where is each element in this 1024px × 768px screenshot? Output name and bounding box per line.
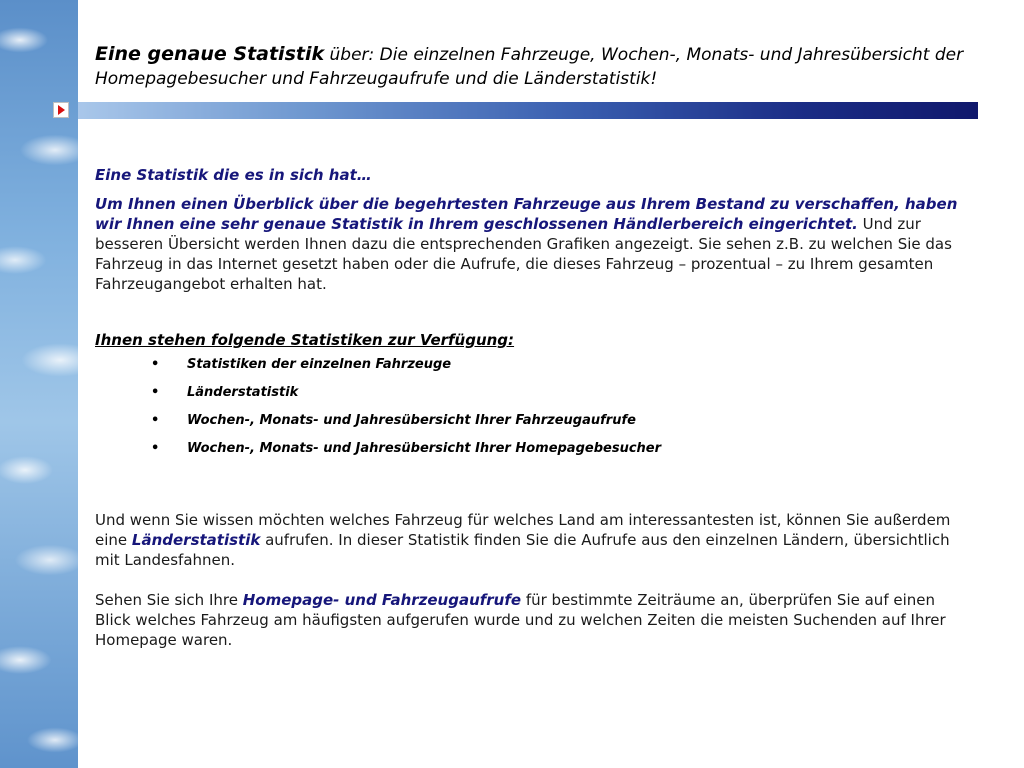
intro-body: Und zur besseren Übersicht werden Ihnen dazu die entsprechenden Grafiken angezeigt. Sie sehen z.B. zu welchen Sie das Fahrzeug in das Internet gesetzt haben oder die Aufrufe, die dieses Fahrzeug – prozentual – zu Ihrem gesamten Fahrzeugangebot erhalten hat. bbox=[95, 215, 952, 293]
homepage-text-after: für bestimmte Zeiträume an, überprüfen Sie auf einen Blick welches Fahrzeug am häufigsten aufgerufen wurde und zu welchen Zeiten die meisten Suchenden auf Ihrer Homepage waren. bbox=[95, 591, 946, 649]
intro-emphasis: Um Ihnen einen Überblick über die begehrtesten Fahrzeuge aus Ihrem Bestand zu verschaffen, haben wir Ihnen eine sehr genaue Statistik in Ihrem geschlossenen Händlerbereich eingerichtet. bbox=[95, 195, 958, 233]
title-divider-bar bbox=[78, 102, 978, 119]
list-item bbox=[95, 412, 965, 430]
list-item-label: Länderstatistik bbox=[187, 385, 299, 400]
list-item bbox=[95, 440, 965, 458]
list-heading: Ihnen stehen folgende Statistiken zur Verfügung: bbox=[95, 331, 515, 349]
statistics-list bbox=[95, 356, 965, 458]
bullet-icon: • bbox=[151, 385, 160, 400]
intro-paragraph bbox=[95, 194, 965, 294]
countries-text-before: Und wenn Sie wissen möchten welches Fahrzeug für welches Land am interessantesten ist, können Sie außerdem eine bbox=[95, 511, 951, 549]
list-item-label: Wochen-, Monats- und Jahresübersicht Ihrer Fahrzeugaufrufe bbox=[187, 413, 636, 428]
homepage-highlight: Homepage- und Fahrzeugaufrufe bbox=[242, 591, 522, 609]
countries-paragraph bbox=[95, 510, 965, 570]
bullet-icon: • bbox=[151, 413, 160, 428]
list-item bbox=[95, 356, 965, 374]
slide-title bbox=[95, 42, 995, 91]
list-item bbox=[95, 384, 965, 402]
red-arrow-icon bbox=[53, 102, 69, 118]
list-item-label: Statistiken der einzelnen Fahrzeuge bbox=[187, 357, 452, 372]
intro-subheading: Eine Statistik die es in sich hat… bbox=[95, 166, 372, 184]
slide-title-strong: Eine genaue Statistik bbox=[95, 43, 325, 65]
list-item-label: Wochen-, Monats- und Jahresübersicht Ihrer Homepagebesucher bbox=[187, 441, 662, 456]
content-area bbox=[95, 165, 965, 670]
homepage-paragraph bbox=[95, 590, 965, 650]
homepage-text-before: Sehen Sie sich Ihre bbox=[95, 591, 243, 609]
countries-highlight: Länderstatistik bbox=[131, 531, 261, 549]
countries-text-after: aufrufen. In dieser Statistik finden Sie die Aufrufe aus den einzelnen Ländern, übersichtlich mit Landesfahnen. bbox=[95, 531, 950, 569]
bullet-icon: • bbox=[151, 357, 160, 372]
bullet-icon: • bbox=[151, 441, 160, 456]
slide-title-rest: über: Die einzelnen Fahrzeuge, Wochen-, Monats- und Jahresübersicht der Homepagebesucher und Fahrzeugaufrufe und die Länderstatistik! bbox=[95, 45, 964, 89]
